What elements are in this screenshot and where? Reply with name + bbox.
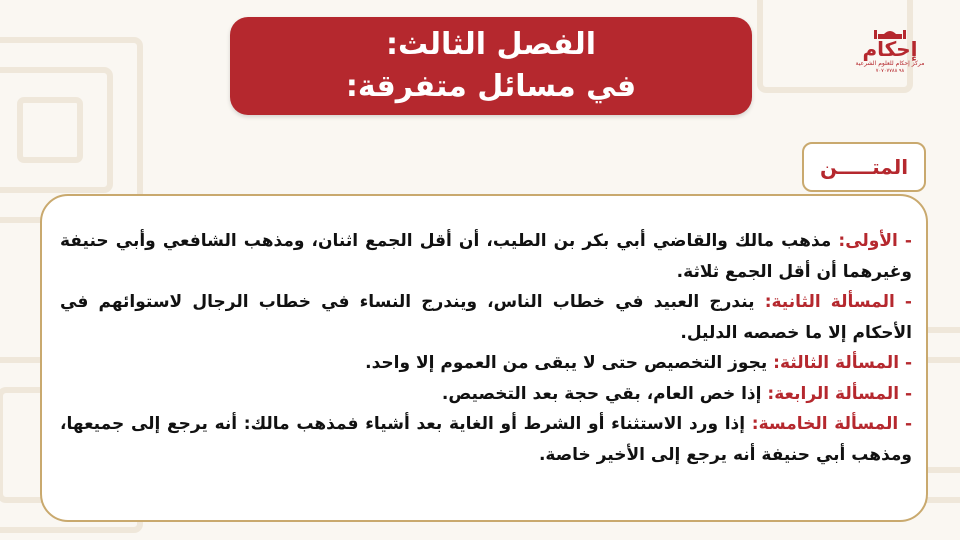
- item-text: مذهب مالك والقاضي أبي بكر بن الطيب، أن أقل الجمع اثنان، ومذهب الشافعي وأبي حنيفة وغيرهما أن أقل الجمع ثلاثة.: [60, 231, 912, 282]
- logo-subtitle: مركز إحكام للعلوم الشرعية: [855, 60, 925, 67]
- item-text: إذا خص العام، بقي حجة بعد التخصيص.: [441, 383, 768, 404]
- logo-name: إحكام: [862, 37, 918, 61]
- chapter-subtitle: في مسائل متفرقة:: [345, 69, 637, 104]
- matn-label: المتـــــن: [802, 142, 926, 192]
- item-text: يجوز التخصيص حتى لا يبقى من العموم إلا واحد.: [365, 353, 774, 373]
- item-1: [60, 226, 912, 287]
- item-text: إذا ورد الاستثناء أو الشرط أو الغاية بعد أشياء فمذهب مالك: أنه يرجع إلى جميعها، ومذهب أبي حنيفة أنه يرجع إلى الأخير خاصة.: [60, 414, 912, 465]
- matn-content: [40, 194, 928, 522]
- item-label: - المسألة الثانية:: [764, 292, 912, 312]
- item-2: [60, 287, 912, 348]
- item-4: [60, 379, 912, 410]
- item-label: - المسألة الخامسة:: [751, 414, 913, 434]
- item-5: [60, 409, 912, 470]
- chapter-title-banner: [230, 17, 752, 115]
- item-label: - المسألة الرابعة:: [767, 383, 912, 404]
- chapter-title: الفصل الثالث:: [386, 27, 596, 62]
- item-label: - الأولى:: [838, 231, 912, 251]
- logo-tagline: ٩٨ ٧٠٧٠٧٧٨٨: [875, 68, 905, 74]
- item-text: يندرج العبيد في خطاب الناس، ويندرج النساء في خطاب الرجال لاستوائهم في الأحكام إلا ما خصصه الدليل.: [60, 292, 912, 343]
- item-3: [60, 348, 912, 379]
- ihkam-logo: [848, 28, 932, 94]
- item-label: - المسألة الثالثة:: [773, 353, 912, 373]
